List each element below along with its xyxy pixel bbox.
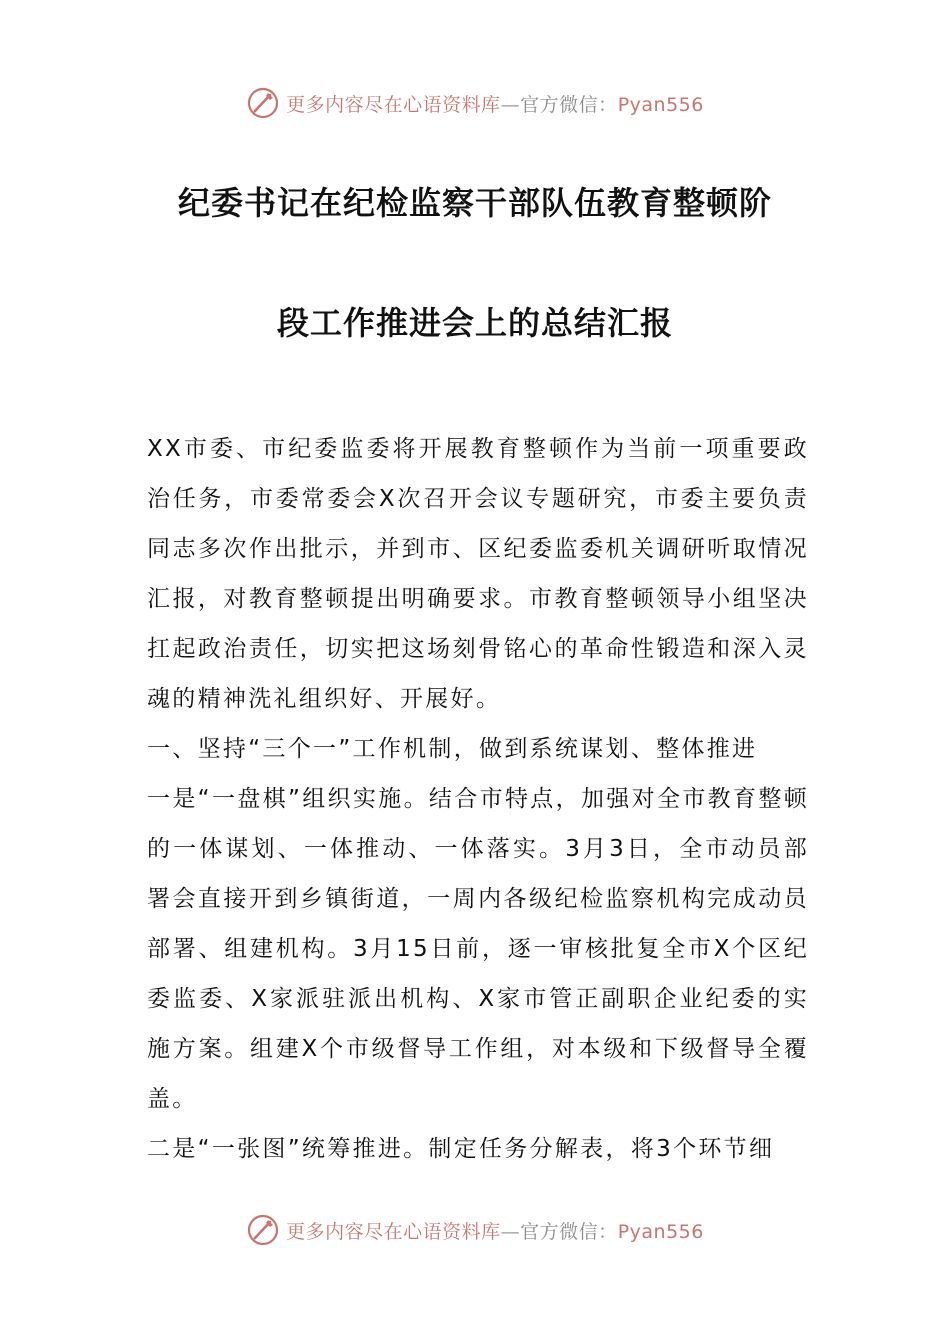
document-title-line-2: 段工作推进会上的总结汇报 — [276, 304, 673, 342]
section-heading: 一、坚持“三个一”工作机制，做到系统谋划、整体推进 — [147, 736, 758, 762]
watermark-brand-text: 更多内容尽在心语资料库 — [286, 93, 501, 116]
watermark-official-label: 官方微信： — [520, 93, 618, 116]
watermark-dash: — — [500, 93, 521, 116]
watermark-wechat-id: Pyan556 — [617, 93, 704, 116]
document-body — [147, 424, 809, 1174]
watermark-dash: — — [500, 1220, 521, 1243]
brush-logo-icon — [246, 86, 280, 120]
watermark-official-label: 官方微信： — [520, 1220, 618, 1243]
body-paragraph: 一是“一盘棋”组织实施。结合市特点，加强对全市教育整顿的一体谋划、一体推动、一体落实。3月3日，全市动员部署会直接开到乡镇街道，一周内各级纪检监察机构完成动员部署、组建机构。3月15日前，逐一审核批复全市X个区纪委监委、X家派驻派出机构、X家市管正副职企业纪委的实施方案。组建X个市级督导工作组，对本级和下级督导全覆盖。 — [147, 786, 809, 1112]
watermark-banner-bottom — [0, 1208, 950, 1252]
watermark-banner-top — [0, 81, 950, 125]
body-paragraph: 二是“一张图”统筹推进。制定任务分解表，将3个环节细 — [147, 1136, 775, 1162]
watermark-wechat-id: Pyan556 — [617, 1220, 704, 1243]
brush-logo-icon — [246, 1213, 280, 1247]
document-title-line-1: 纪委书记在纪检监察干部队伍教育整顿阶 — [177, 184, 772, 222]
body-paragraph: XX市委、市纪委监委将开展教育整顿作为当前一项重要政治任务，市委常委会X次召开会议专题研究，市委主要负责同志多次作出批示，并到市、区纪委监委机关调研听取情况汇报，对教育整顿提出明确要求。市教育整顿领导小组坚决扛起政治责任，切实把这场刻骨铭心的革命性锻造和深入灵魂的精神洗礼组织好、开展好。 — [147, 436, 809, 712]
watermark-brand-text: 更多内容尽在心语资料库 — [286, 1220, 501, 1243]
